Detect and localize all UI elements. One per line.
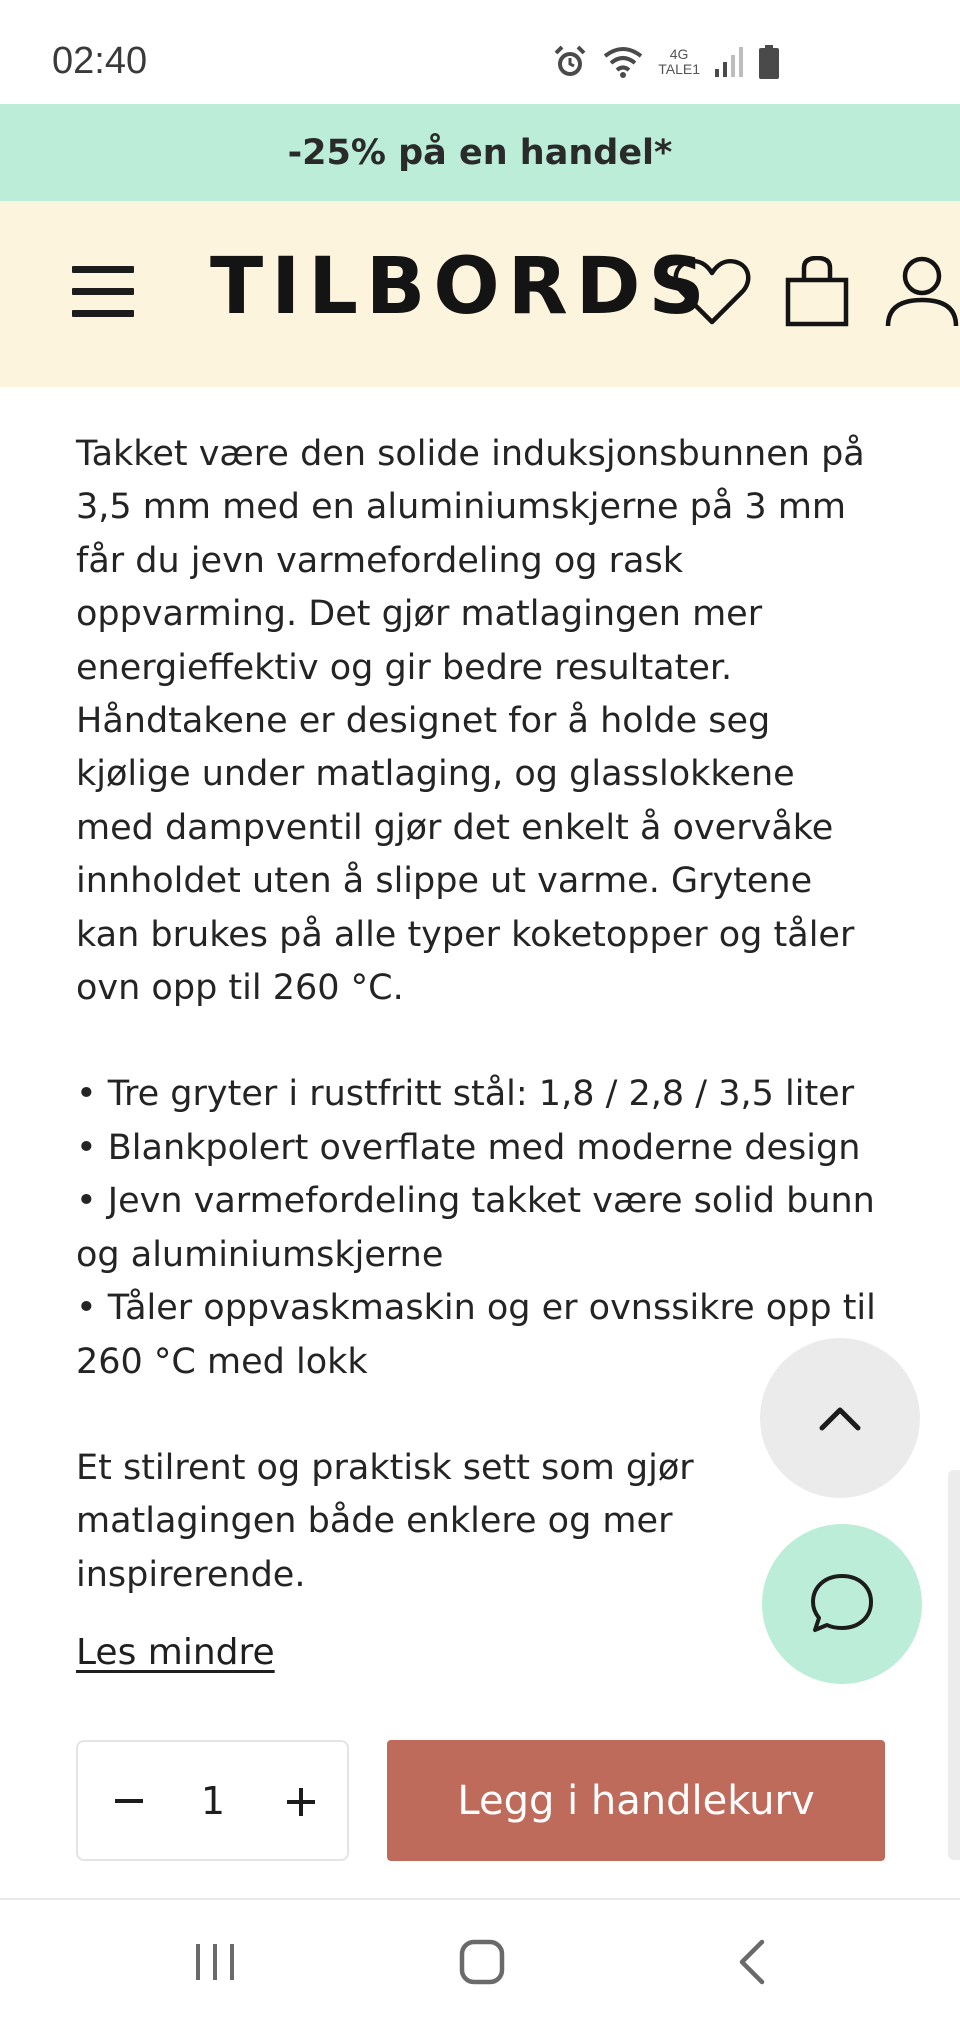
recents-icon[interactable] xyxy=(192,1940,238,1984)
status-bar xyxy=(0,0,960,104)
promo-text: -25% på en handel* xyxy=(287,132,673,173)
logo[interactable]: TILBORDS xyxy=(210,242,713,332)
back-icon[interactable] xyxy=(736,1938,768,1986)
cart-icon[interactable] xyxy=(784,256,850,328)
increase-quantity-button[interactable] xyxy=(276,1772,326,1832)
heart-icon[interactable] xyxy=(672,256,752,328)
user-icon[interactable] xyxy=(884,256,960,328)
quantity-stepper xyxy=(76,1740,349,1861)
network-type-top: 4G xyxy=(669,46,689,62)
chevron-up-icon xyxy=(818,1404,862,1432)
home-icon[interactable] xyxy=(458,1938,506,1986)
network-type-bottom: TALE1 xyxy=(658,61,700,77)
feature-bullets: • Tre gryter i rustfritt stål: 1,8 / 2,8 / 3,5 liter • Blankpolert overflate med moderne design • Jevn varmefordeling takket være solid bunn og aluminiumskjerne • Tåler oppvaskmaskin og er ovnssikre opp til 260 °C med lokk xyxy=(76,1074,876,1382)
network-type xyxy=(658,47,700,77)
system-nav-bar xyxy=(0,1900,960,2027)
decrease-quantity-button[interactable] xyxy=(104,1772,154,1832)
plus-icon xyxy=(287,1788,315,1816)
signal-icon xyxy=(714,45,744,79)
description-paragraph-2: Et stilrent og praktisk sett som gjør matlagingen både enklere og mer inspirerende. xyxy=(76,1447,694,1595)
battery-icon xyxy=(758,44,780,80)
read-less-link[interactable]: Les mindre xyxy=(76,1632,275,1673)
menu-icon[interactable] xyxy=(72,262,136,320)
chat-button[interactable] xyxy=(762,1524,922,1684)
quantity-input[interactable]: 1 xyxy=(200,1779,226,1823)
minus-icon xyxy=(115,1799,143,1805)
status-time: 02:40 xyxy=(52,40,148,82)
description-paragraph-1: Takket være den solide induksjonsbunnen på 3,5 mm med en aluminiumskjerne på 3 mm får du jevn varmefordeling og rask oppvarming. Det gjør matlagingen mer energieffektiv og gir bedre resultater. Håndtakene er designet for å holde seg kjølige under matlaging, og glasslokkene med dampventil gjør det enkelt å overvåke innholdet uten å slippe ut varme. Grytene kan brukes på alle typer koketopper og tåler ovn opp til 260 °C. xyxy=(76,434,865,1009)
chat-bubble-icon xyxy=(809,1572,875,1636)
wifi-icon xyxy=(602,44,644,80)
promo-banner[interactable] xyxy=(0,104,960,201)
add-to-cart-button[interactable]: Legg i handlekurv xyxy=(387,1740,885,1861)
scrollbar[interactable] xyxy=(948,1470,960,1860)
status-icons xyxy=(552,40,780,84)
alarm-icon xyxy=(552,44,588,80)
scroll-to-top-button[interactable] xyxy=(760,1338,920,1498)
